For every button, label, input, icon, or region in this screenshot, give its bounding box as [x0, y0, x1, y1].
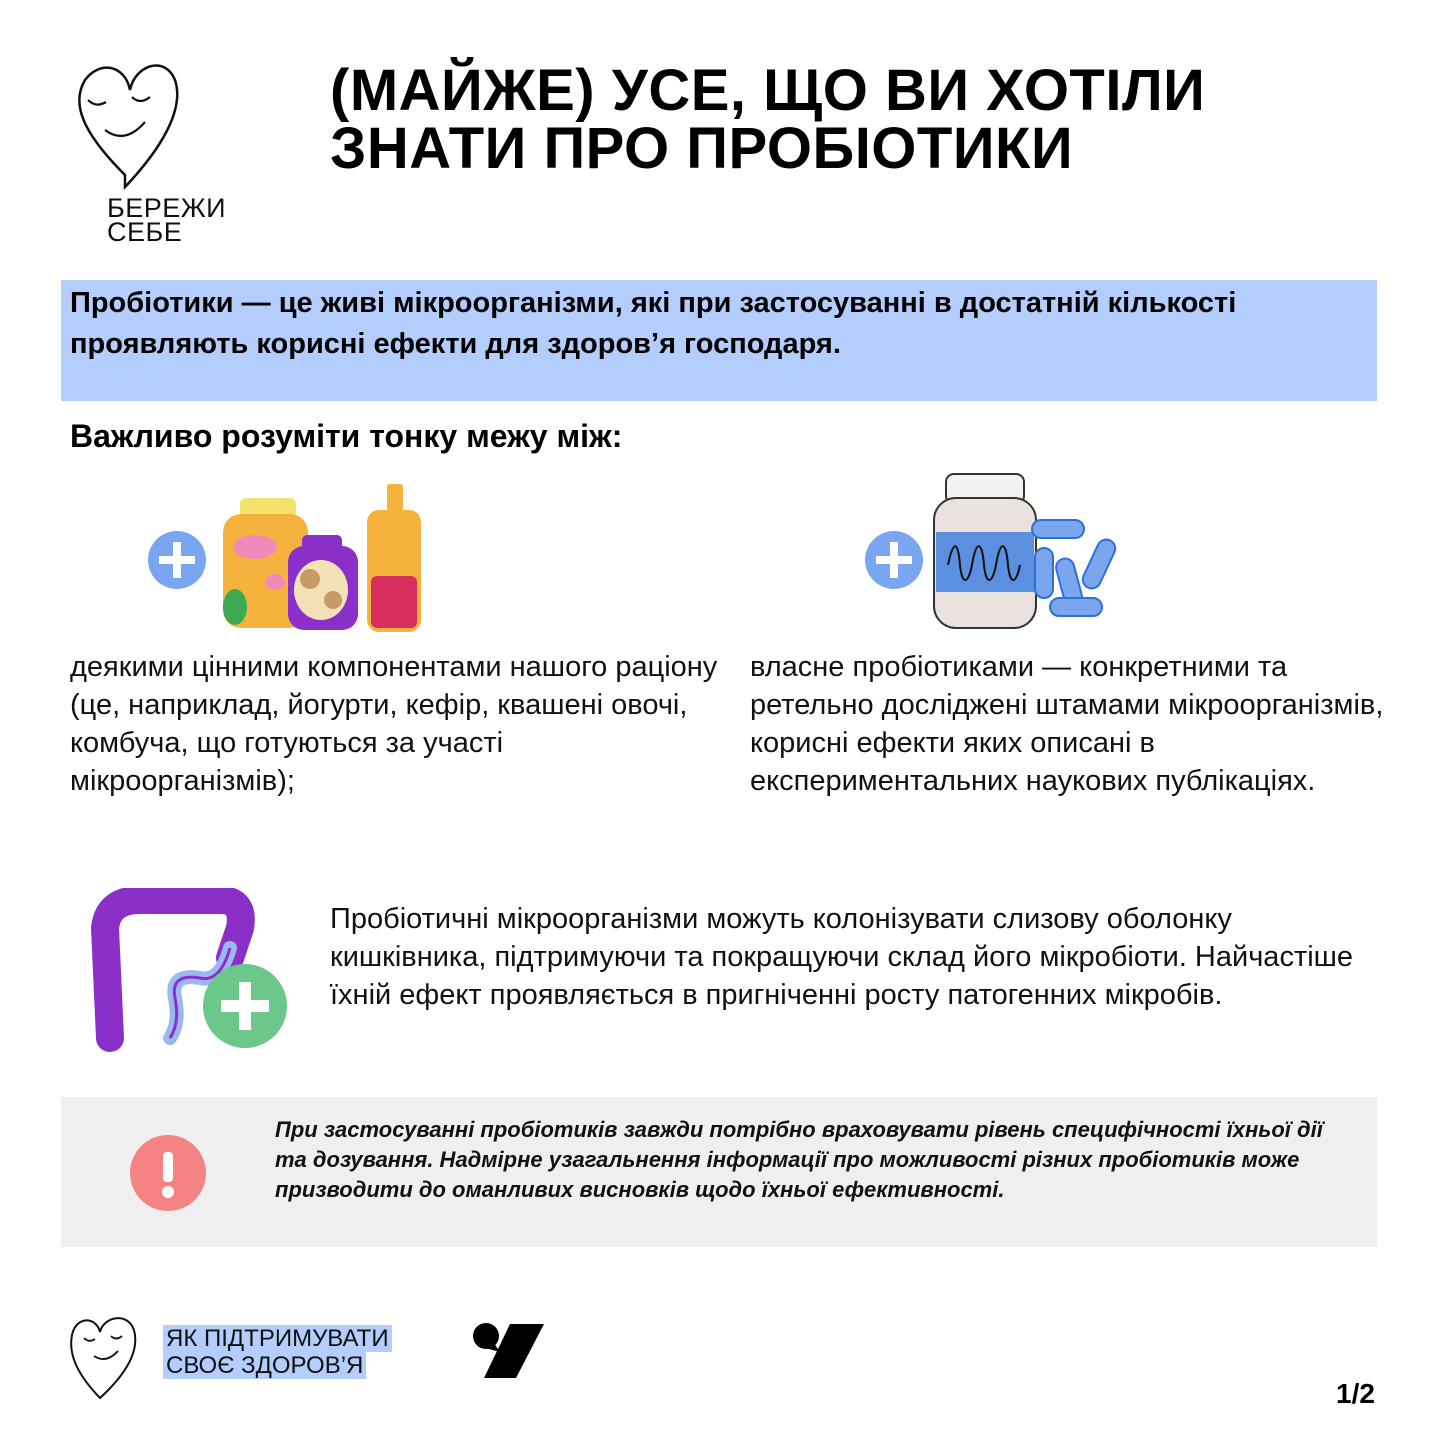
intestine-icon [80, 888, 290, 1058]
footer-heart-icon [66, 1310, 141, 1402]
right-column-text: власне пробіотиками — конкретними та ретельно досліджені штамами мікроорганізмів, корисні ефекти яких описані в експериментальних наукових публікаціях. [750, 651, 1384, 797]
footer-label-line-2: СВОЄ ЗДОРОВ’Я [163, 1352, 366, 1379]
page-number: 1/2 [1336, 1378, 1375, 1409]
section-subheading: Важливо розуміти тонку межу між: [70, 418, 623, 454]
brand-logo-icon [472, 1322, 547, 1380]
page-title: (МАЙЖЕ) УСЕ, ЩО ВИ ХОТІЛИ ЗНАТИ ПРО ПРОБІОТИКИ [330, 58, 1206, 181]
logo-text [107, 193, 227, 247]
warning-text: При застосуванні пробіотиків завжди потрібно враховувати рівень специфічності їхньої дії та дозування. Надмірне узагальнення інформації про можливості різних пробіотиків може призводити до оманливих висновків щодо їхньої ефективності. [275, 1117, 1323, 1202]
fermented-foods-icon [145, 482, 425, 634]
footer-label-line-1: ЯК ПІДТРИМУВАТИ [163, 1325, 392, 1352]
definition-text: Пробіотики — це живі мікроорганізми, які при застосуванні в достатній кількості проявляють корисні ефекти для здоров’я господаря. [70, 287, 1237, 360]
logo-line-1: БЕРЕЖИ [107, 193, 227, 223]
probiotic-jar-icon [860, 470, 1125, 635]
microbiota-text: Пробіотичні мікроорганізми можуть колонізувати слизову оболонку кишківника, підтримуючи та покращуючи склад його мікробіоти. Найчастіше їхній ефект проявляється в пригніченні росту патогенних мікробів. [330, 903, 1354, 1011]
exclamation-icon [130, 1135, 206, 1211]
logo-line-2: СЕБЕ [107, 217, 183, 247]
left-column-text: деякими цінними компонентами нашого раціону (це, наприклад, йогурти, кефір, квашені овочі, комбуча, що готуються за участі мікроорганізмів); [70, 651, 718, 797]
footer-label [163, 1325, 392, 1379]
